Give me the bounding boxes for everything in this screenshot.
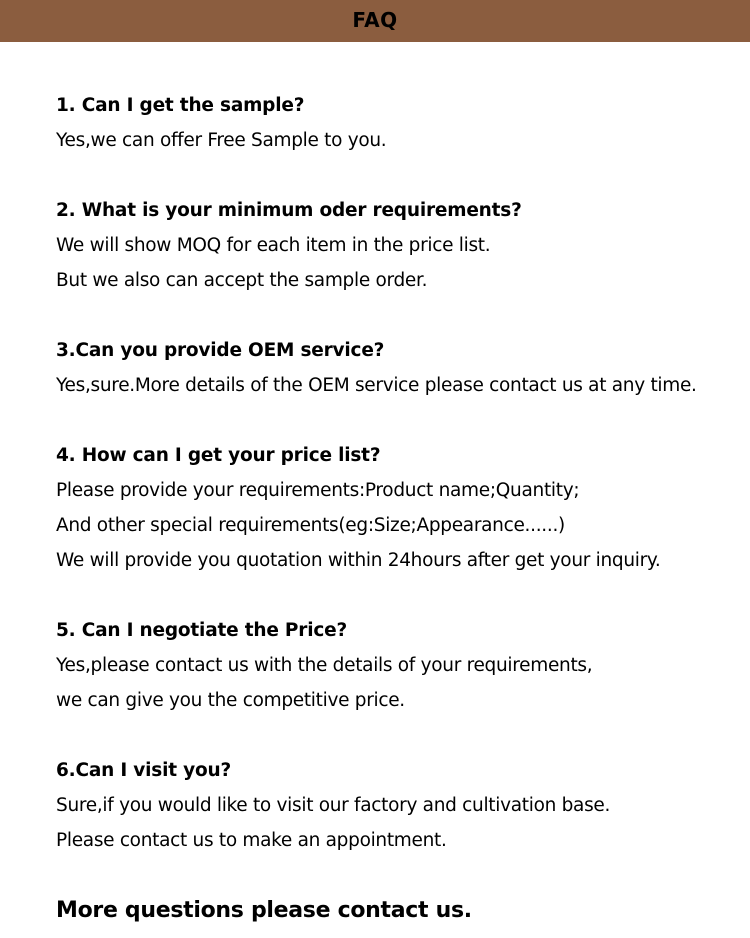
faq-item-price-list (56, 438, 746, 578)
faq-item-negotiate (56, 613, 746, 718)
faq-answer-line: We will provide you quotation within 24hours after get your inquiry. (56, 550, 661, 571)
faq-answer-line: Please contact us to make an appointment. (56, 830, 447, 851)
faq-answer-line: we can give you the competitive price. (56, 690, 405, 711)
faq-question: 2. What is your minimum oder requirements? (56, 200, 522, 221)
faq-question: 4. How can I get your price list? (56, 445, 381, 466)
faq-item-sample (56, 88, 746, 158)
faq-item-moq (56, 193, 746, 298)
faq-question: 3.Can you provide OEM service? (56, 340, 385, 361)
faq-answer-line: Yes,we can offer Free Sample to you. (56, 130, 387, 151)
faq-answer-line: But we also can accept the sample order. (56, 270, 428, 291)
contact-note: More questions please contact us. (56, 898, 472, 923)
faq-answer-line: Sure,if you would like to visit our factory and cultivation base. (56, 795, 611, 816)
faq-item-visit (56, 753, 746, 858)
faq-question: 6.Can I visit you? (56, 760, 232, 781)
faq-answer-line: Yes,please contact us with the details of your requirements, (56, 655, 593, 676)
faq-answer-line: And other special requirements(eg:Size;Appearance......) (56, 515, 565, 536)
faq-answer-line: Please provide your requirements:Product name;Quantity; (56, 480, 580, 501)
faq-answer-line: We will show MOQ for each item in the price list. (56, 235, 491, 256)
faq-header-bar (0, 0, 750, 42)
faq-question: 5. Can I negotiate the Price? (56, 620, 347, 641)
faq-answer-line: Yes,sure.More details of the OEM service please contact us at any time. (56, 375, 697, 396)
faq-question: 1. Can I get the sample? (56, 95, 305, 116)
faq-list (56, 88, 746, 893)
faq-item-oem (56, 333, 746, 403)
page-title: FAQ (352, 8, 398, 32)
